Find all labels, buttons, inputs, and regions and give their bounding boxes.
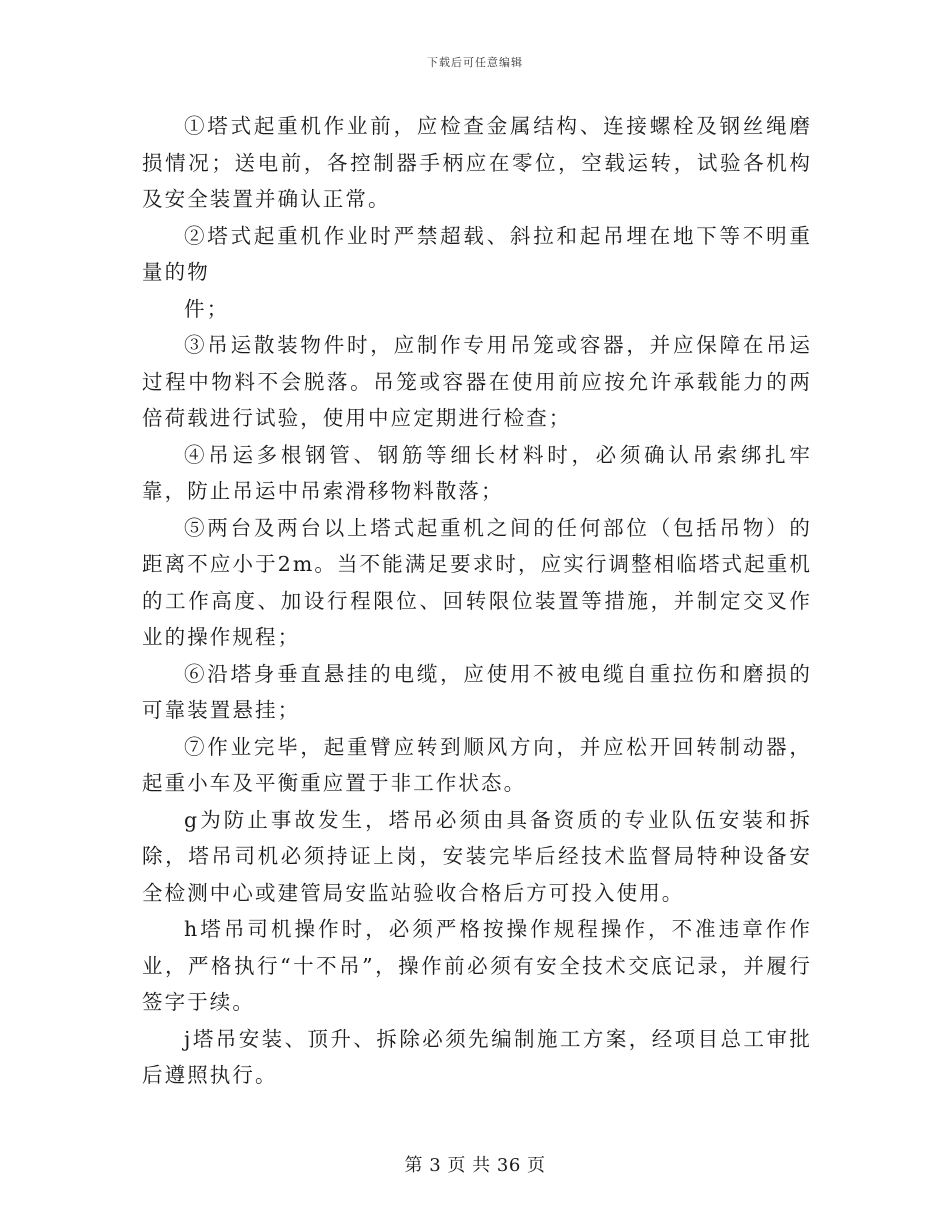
page-header: 下载后可任意编辑 <box>427 56 523 69</box>
footer-suffix: 页 <box>527 1155 546 1176</box>
footer-mid: 页 共 <box>447 1155 491 1176</box>
paragraph-item-4: ④吊运多根钢管、钢筋等细长材料时，必须确认吊索绑扎牢靠，防止吊运中吊索滑移物料散落； <box>142 442 812 503</box>
paragraph-item-1: ①塔式起重机作业前，应检查金属结构、连接螺栓及钢丝绳磨损情况；送电前，各控制器手柄应在零位，空载运转，试验各机构及安全装置并确认正常。 <box>142 114 812 211</box>
paragraph-g: g为防止事故发生，塔吊必须由具备资质的专业队伍安装和拆除，塔吊司机必须持证上岗，安装完毕后经技术监督局特种设备安全检测中心或建管局安监站验收合格后方可投入使用。 <box>142 807 812 905</box>
footer-total-pages: 36 <box>496 1155 521 1176</box>
footer-current-page: 3 <box>429 1155 442 1176</box>
paragraph-item-6: ⑥沿塔身垂直悬挂的电缆，应使用不被电缆自重拉伤和磨损的可靠装置悬挂； <box>142 661 812 722</box>
document-body <box>142 108 812 1094</box>
paragraph-item-5: ⑤两台及两台以上塔式起重机之间的任何部位（包括吊物）的距离不应小于2m。当不能满足要求时，应实行调整相临塔式起重机的工作高度、加设行程限位、回转限位装置等措施，并制定交叉作业的操作规程； <box>142 515 812 649</box>
paragraph-item-3: ③吊运散装物件时，应制作专用吊笼或容器，并应保障在吊运过程中物料不会脱落。吊笼或容器在使用前应按允许承载能力的两倍荷载进行试验，使用中应定期进行检查； <box>142 333 812 430</box>
footer-prefix: 第 <box>404 1155 423 1176</box>
paragraph-j: j塔吊安装、顶升、拆除必须先编制施工方案，经项目总工审批后遵照执行。 <box>142 1026 812 1087</box>
paragraph-item-2-continued: 件； <box>184 296 230 321</box>
page-number-footer <box>0 1151 950 1177</box>
paragraph-h: h塔吊司机操作时，必须严格按操作规程操作，不准违章作作业，严格执行“十不吊”，操作前必须有安全技术交底记录，并履行签字于续。 <box>142 917 812 1014</box>
paragraph-item-2: ②塔式起重机作业时严禁超载、斜拉和起吊埋在地下等不明重量的物 <box>142 223 812 284</box>
paragraph-item-7: ⑦作业完毕，起重臂应转到顺风方向，并应松开回转制动器，起重小车及平衡重应置于非工作状态。 <box>142 734 812 795</box>
